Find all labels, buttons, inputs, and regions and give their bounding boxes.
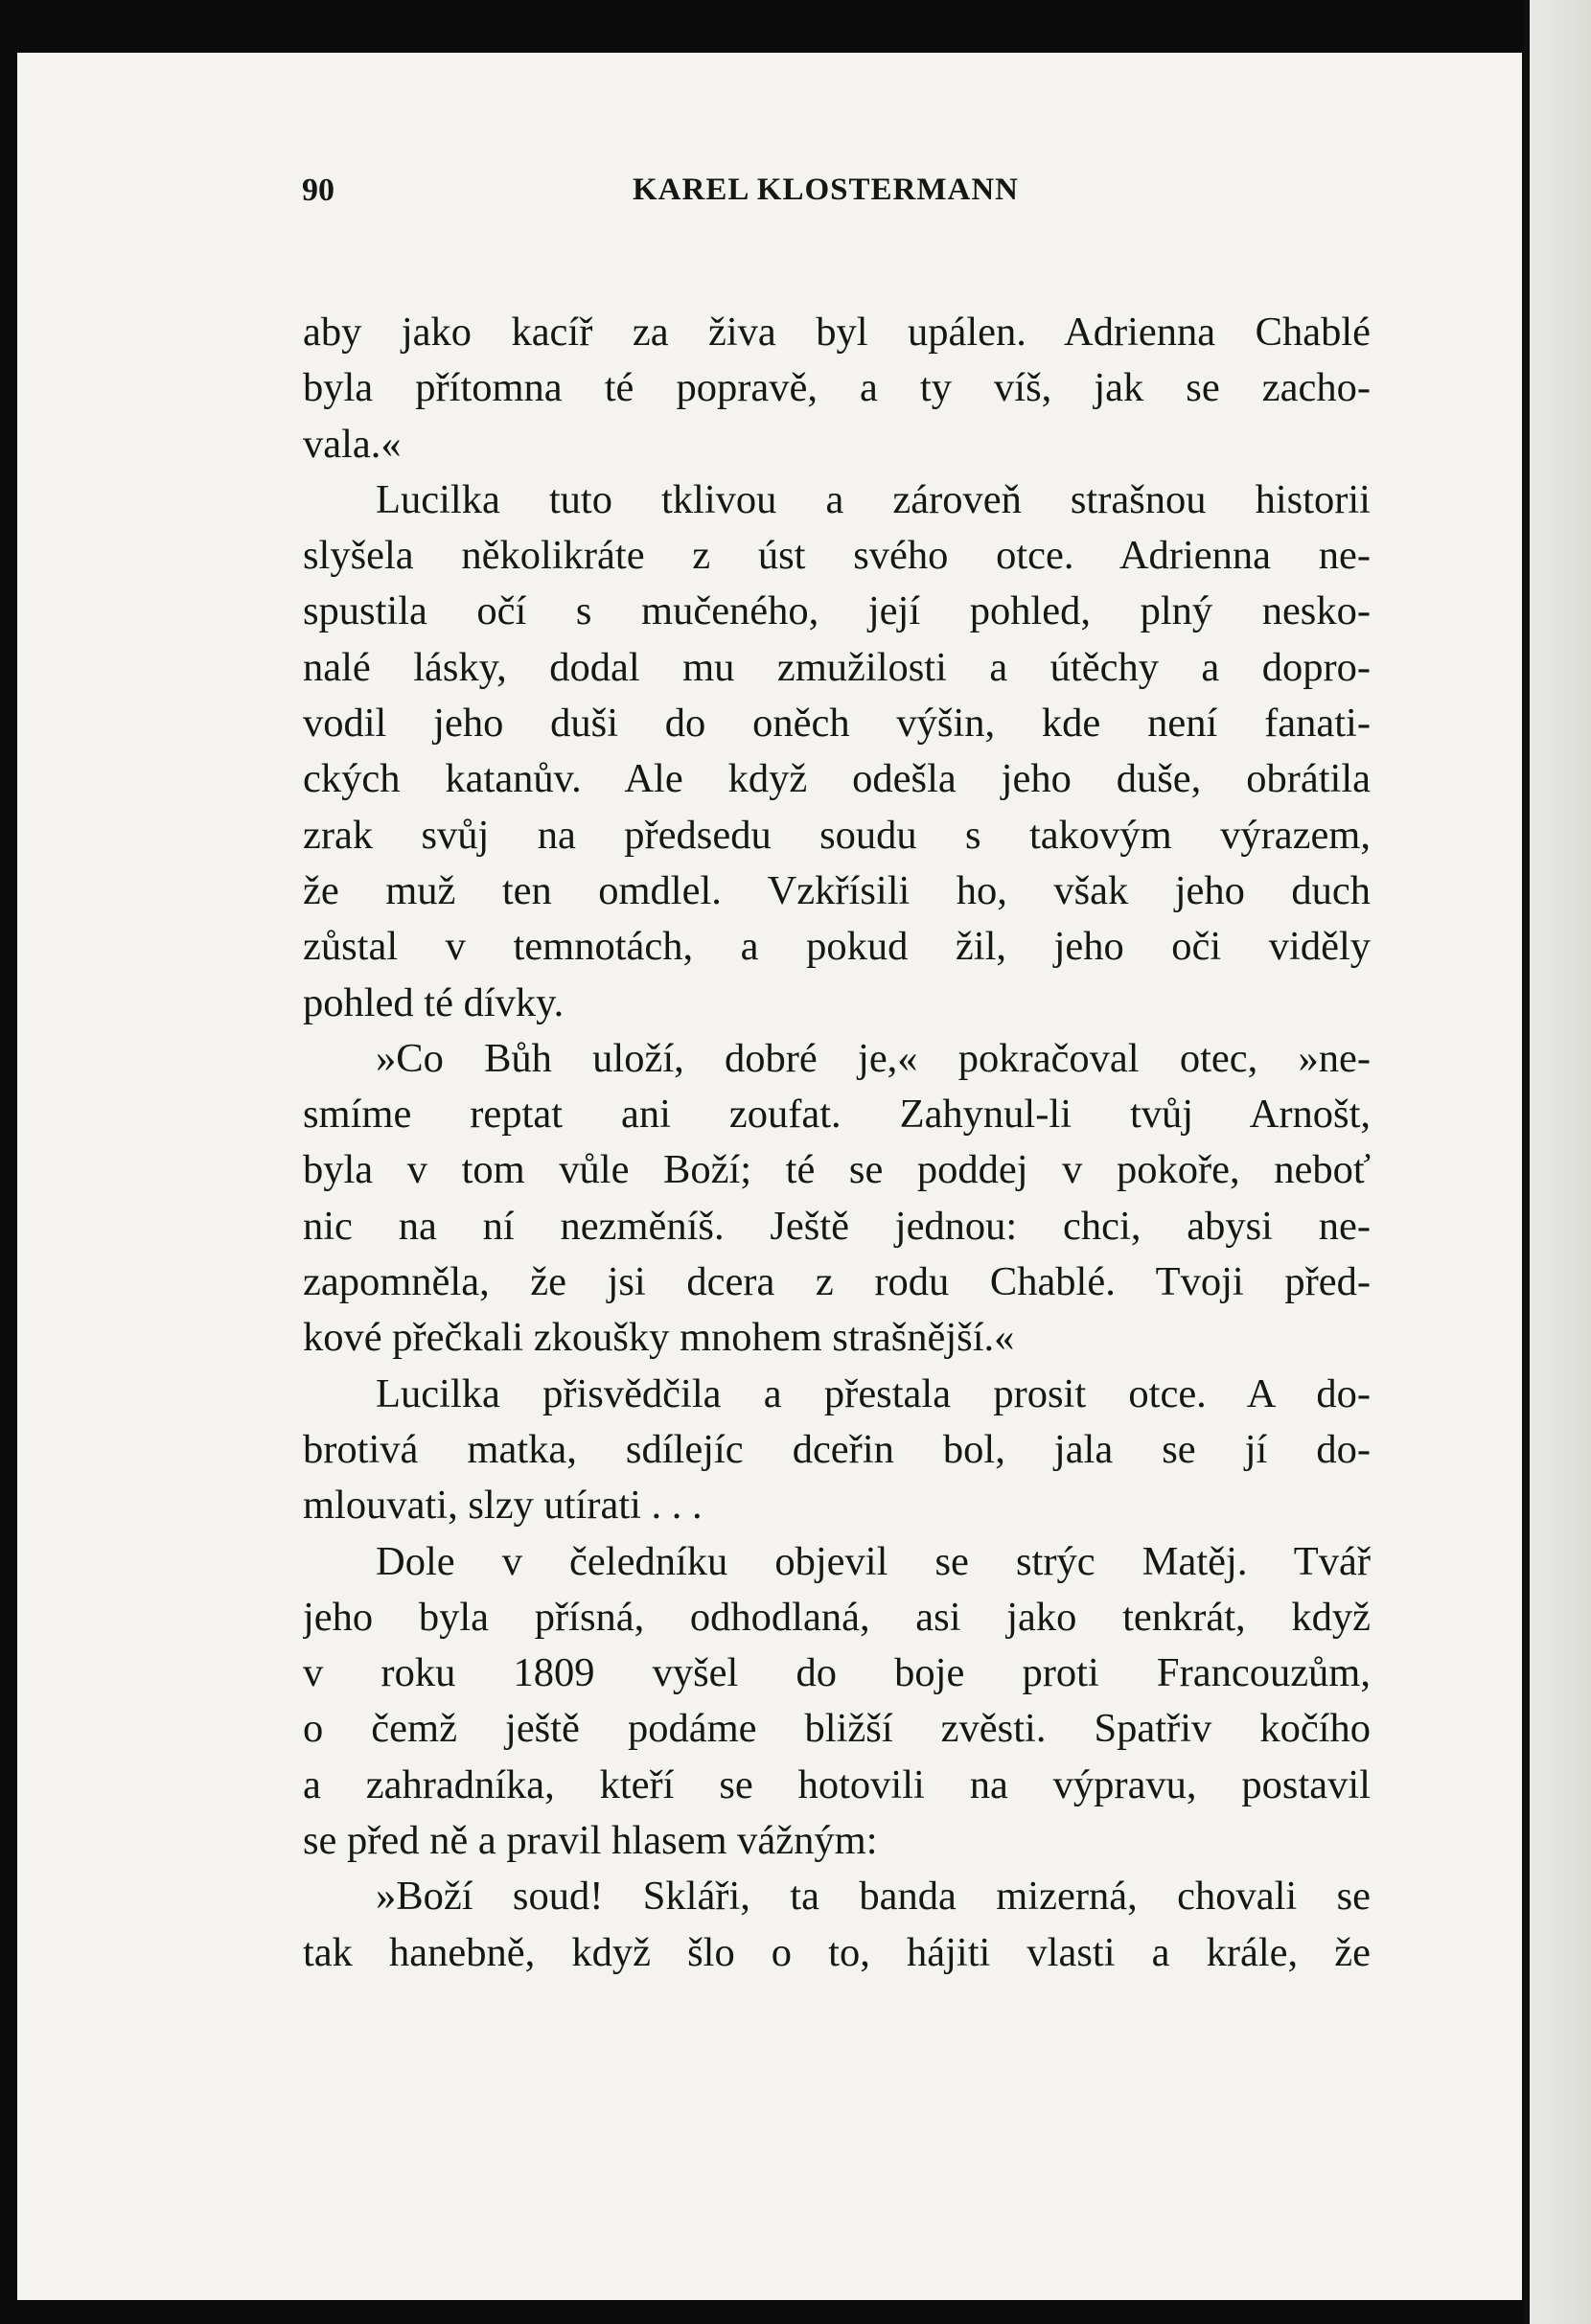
text-line: zrak svůj na předsedu soudu s takovým výrazem, <box>303 812 1371 858</box>
text-line: byla v tom vůle Boží; té se poddej v pokoře, neboť <box>303 1147 1371 1193</box>
text-line: jeho byla přísná, odhodlaná, asi jako tenkrát, když <box>303 1594 1371 1640</box>
text-line: nalé lásky, dodal mu zmužilosti a útěchy a dopro- <box>303 644 1371 690</box>
text-line: se před ně a pravil hlasem vážným: <box>303 1818 878 1864</box>
text-line: nic na ní nezměníš. Ještě jednou: chci, abysi ne- <box>303 1203 1371 1249</box>
text-line: ckých katanův. Ale když odešla jeho duše, obrátila <box>303 756 1371 802</box>
text-line: Lucilka tuto tklivou a zároveň strašnou historii <box>376 476 1371 522</box>
text-line: Lucilka přisvědčila a přestala prosit otce. A do- <box>376 1370 1371 1416</box>
body-text <box>303 305 1371 1981</box>
scan-edge <box>1524 0 1591 2324</box>
text-line: a zahradníka, kteří se hotovili na výpravu, postavil <box>303 1761 1371 1807</box>
text-line: kové přečkali zkoušky mnohem strašnější.« <box>303 1315 1015 1361</box>
text-line: zůstal v temnotách, a pokud žil, jeho oči viděly <box>303 924 1371 970</box>
text-line: slyšela několikráte z úst svého otce. Adrienna ne- <box>303 533 1371 579</box>
text-line: byla přítomna té popravě, a ty víš, jak se zacho- <box>303 365 1371 411</box>
text-line: že muž ten omdlel. Vzkřísili ho, však jeho duch <box>303 867 1371 913</box>
text-line: zapomněla, že jsi dcera z rodu Chablé. Tvoji před- <box>303 1259 1371 1305</box>
running-head <box>302 173 1366 220</box>
text-line: aby jako kacíř za živa byl upálen. Adrienna Chablé <box>303 310 1371 355</box>
text-line: o čemž ještě podáme bližší zvěsti. Spatřiv kočího <box>303 1706 1371 1752</box>
text-line: vala.« <box>303 421 402 467</box>
text-line: pohled té dívky. <box>303 979 565 1025</box>
text-line: v roku 1809 vyšel do boje proti Francouzům, <box>303 1650 1371 1696</box>
text-line: brotivá matka, sdílejíc dceřin bol, jala se jí do- <box>303 1426 1371 1472</box>
page-number: 90 <box>302 173 334 208</box>
text-line: tak hanebně, když šlo o to, hájiti vlasti a krále, že <box>303 1929 1371 1975</box>
text-line: Dole v čeledníku objevil se strýc Matěj. Tvář <box>376 1538 1371 1584</box>
text-line: »Boží soud! Skláři, ta banda mizerná, chovali se <box>376 1874 1371 1920</box>
text-line: mlouvati, slzy utírati . . . <box>303 1483 703 1529</box>
running-title: KAREL KLOSTERMANN <box>633 173 1019 207</box>
text-line: smíme reptat ani zoufat. Zahynul-li tvůj Arnošt, <box>303 1092 1371 1138</box>
text-line: spustila očí s mučeného, její pohled, plný nesko- <box>303 588 1371 634</box>
text-line: vodil jeho duši do oněch výšin, kde není fanati- <box>303 701 1371 747</box>
text-line: »Co Bůh uloží, dobré je,« pokračoval otec, »ne- <box>376 1035 1371 1081</box>
